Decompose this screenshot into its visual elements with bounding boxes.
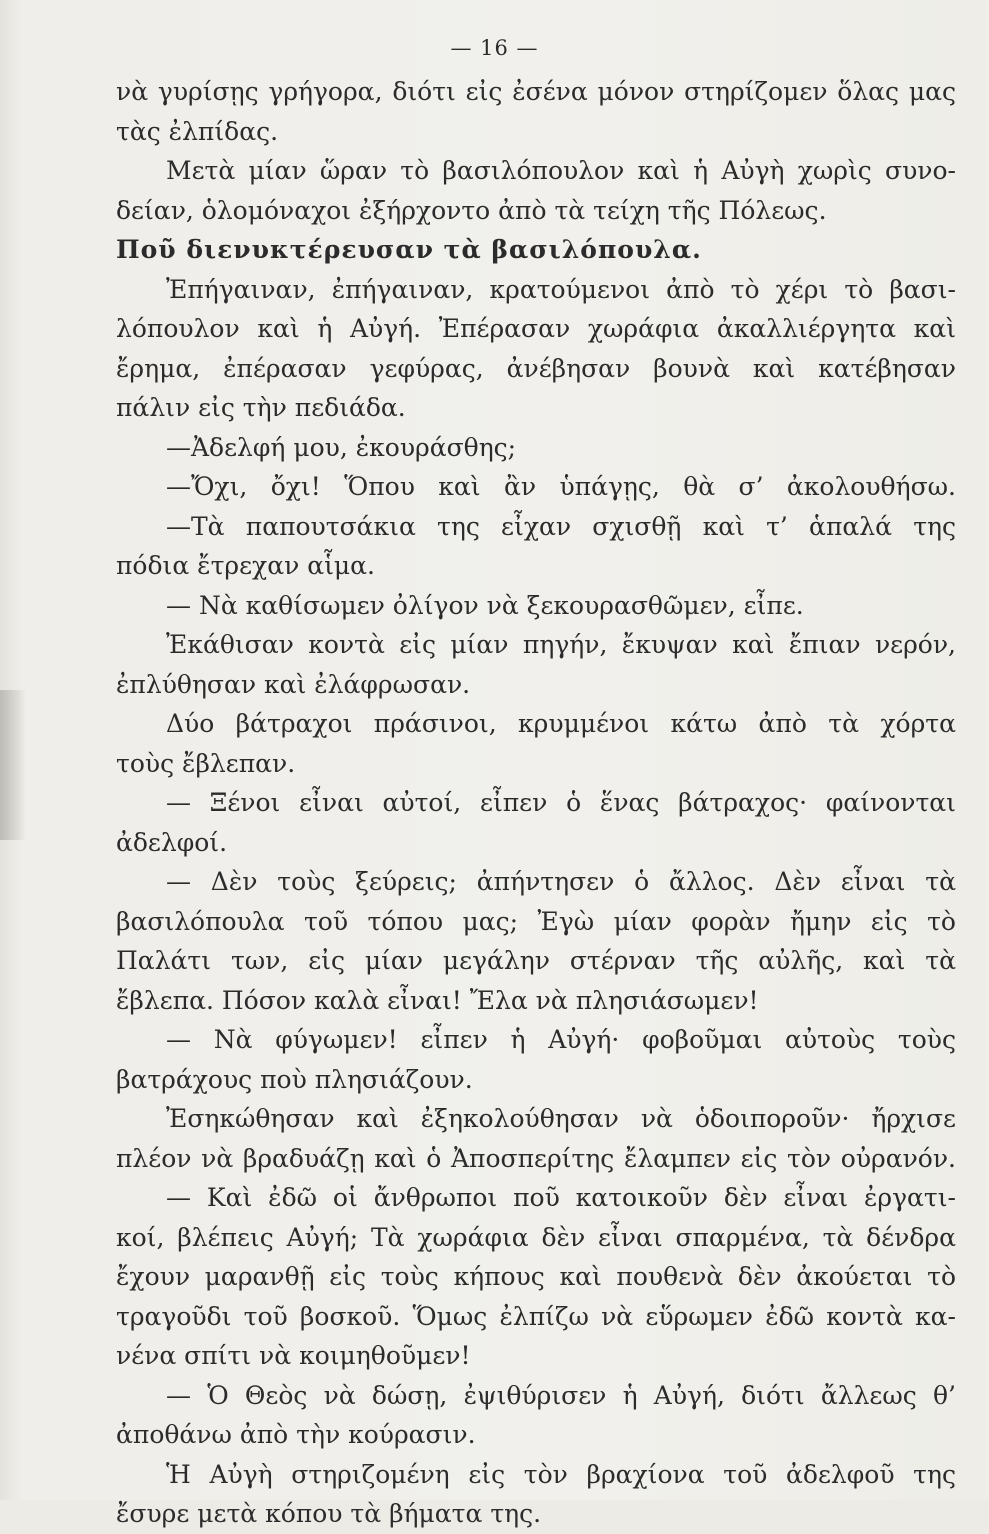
text-line: ἐπλύθησαν καὶ ἐλάφρωσαν.: [116, 669, 471, 699]
page-number: — 16 —: [450, 36, 539, 60]
text-line: —Ὄχι, ὄχι! Ὅπου καὶ ἂν ὑπάγῃς, θὰ σ’ ἀκολουθήσω.: [166, 472, 956, 501]
text-line: ἀποθάνω ἀπὸ τὴν κούρασιν.: [116, 1420, 476, 1449]
text-line: νὰ γυρίσῃς γρήγορα, διότι εἰς ἐσένα μόνον στηρίζομεν ὅλας μας: [116, 77, 956, 106]
text-line: νένα σπίτι νὰ κοιμηθοῦμεν!: [116, 1341, 471, 1370]
text-line: ἔβλεπα. Πόσον καλὰ εἶναι! Ἔλα νὰ πλησιάσωμεν!: [116, 985, 759, 1015]
body-text: [116, 72, 956, 1534]
text-line: τραγοῦδι τοῦ βοσκοῦ. Ὅμως ἐλπίζω νὰ εὕρωμεν ἐδῶ κοντὰ κα-: [116, 1301, 956, 1331]
text-line: — Νὰ καθίσωμεν ὀλίγον νὰ ξεκουρασθῶμεν, εἶπε.: [166, 590, 804, 620]
text-line: —Τὰ παπουτσάκια της εἶχαν σχισθῇ καὶ τ’ ἁπαλά της: [166, 511, 956, 541]
section-heading: Ποῦ διενυκτέρευσαν τὰ βασιλόπουλα.: [116, 235, 702, 264]
text-line: ἔχουν μαρανθῇ εἰς τοὺς κήπους καὶ πουθενὰ δὲν ἀκούεται τὸ: [116, 1262, 956, 1291]
text-line: κοί, βλέπεις Αὐγή; Τὰ χωράφια δὲν εἶναι σπαρμένα, τὰ δένδρα: [116, 1222, 956, 1252]
text-line: τὰς ἐλπίδας.: [116, 116, 279, 146]
text-line: πάλιν εἰς τὴν πεδιάδα.: [116, 393, 406, 422]
text-line: πλέον νὰ βραδυάζῃ καὶ ὁ Ἀποσπερίτης ἔλαμπεν εἰς τὸν οὐρανόν.: [116, 1143, 956, 1173]
text-line: — Ξένοι εἶναι αὐτοί, εἶπεν ὁ ἕνας βάτραχος· φαίνονται: [166, 788, 956, 817]
text-line: — Νὰ φύγωμεν! εἶπεν ἡ Αὐγή· φοβοῦμαι αὐτοὺς τοὺς: [166, 1025, 956, 1054]
text-line: λόπουλον καὶ ἡ Αὐγή. Ἐπέρασαν χωράφια ἀκαλλιέργητα καὶ: [116, 314, 956, 343]
text-line: — Καὶ ἐδῶ οἱ ἄνθρωποι ποῦ κατοικοῦν δὲν εἶναι ἐργατι-: [166, 1183, 956, 1212]
text-line: Ἐκάθισαν κοντὰ εἰς μίαν πηγήν, ἔκυψαν καὶ ἔπιαν νερόν,: [166, 630, 956, 659]
text-line: —Ἀδελφή μου, ἐκουράσθης;: [166, 432, 517, 462]
text-line: — Ὁ Θεὸς νὰ δώσῃ, ἐψιθύρισεν ἡ Αὐγή, διότι ἄλλεως θ’: [166, 1380, 956, 1410]
text-line: Δύο βάτραχοι πράσινοι, κρυμμένοι κάτω ἀπὸ τὰ χόρτα: [166, 709, 956, 738]
text-line: Παλάτι των, εἰς μίαν μεγάλην στέρναν τῆς αὐλῆς, καὶ τὰ: [116, 946, 956, 975]
text-line: ἔρημα, ἐπέρασαν γεφύρας, ἀνέβησαν βουνὰ καὶ κατέβησαν: [116, 353, 956, 383]
text-line: Μετὰ μίαν ὥραν τὸ βασιλόπουλον καὶ ἡ Αὐγὴ χωρὶς συνο-: [166, 156, 956, 185]
text-line: δείαν, ὁλομόναχοι ἐξήρχοντο ἀπὸ τὰ τείχη τῆς Πόλεως.: [116, 195, 827, 225]
text-line: βατράχους ποὺ πλησιάζουν.: [116, 1064, 473, 1094]
text-line: ἀδελφοί.: [116, 827, 228, 857]
text-line: Ἡ Αὐγὴ στηριζομένη εἰς τὸν βραχίονα τοῦ ἀδελφοῦ της: [166, 1459, 956, 1489]
text-line: — Δὲν τοὺς ξεύρεις; ἀπήντησεν ὁ ἄλλος. Δὲν εἶναι τὰ: [166, 867, 956, 896]
binding-shadow: [0, 690, 26, 840]
text-line: βασιλόπουλα τοῦ τόπου μας; Ἐγὼ μίαν φορὰν ἤμην εἰς τὸ: [116, 906, 956, 936]
text-line: πόδια ἔτρεχαν αἷμα.: [116, 551, 375, 580]
text-line: Ἐπήγαιναν, ἐπήγαιναν, κρατούμενοι ἀπὸ τὸ χέρι τὸ βασι-: [166, 274, 956, 304]
text-line: Ἐσηκώθησαν καὶ ἐξηκολούθησαν νὰ ὁδοιποροῦν· ἤρχισε: [166, 1104, 956, 1133]
text-line: τοὺς ἔβλεπαν.: [116, 748, 296, 778]
text-line: ἔσυρε μετὰ κόπου τὰ βήματα της.: [116, 1499, 542, 1528]
